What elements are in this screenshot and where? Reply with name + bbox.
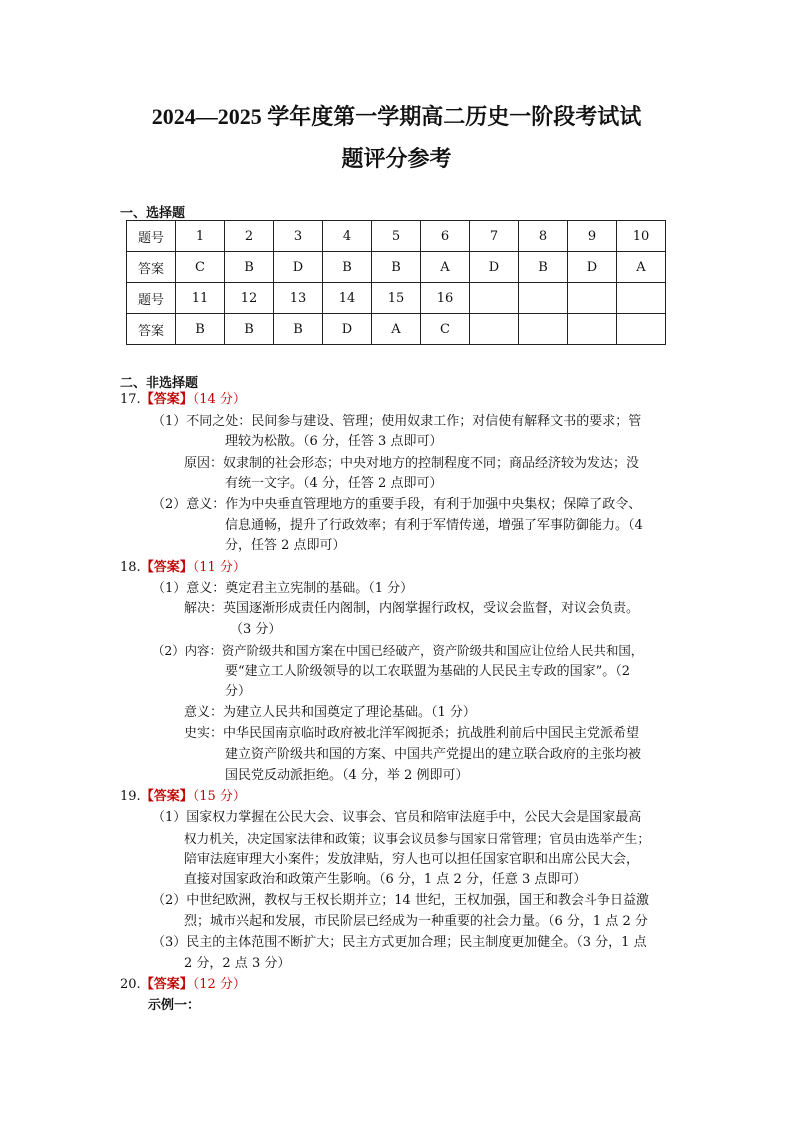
table-cell: [568, 314, 617, 345]
page-title-line2: 题评分参考: [341, 146, 452, 171]
answer-line: （3）民主的主体范围不断扩大；民主方式更加合理；民主制度更加健全。（3 分，1 点: [152, 935, 647, 950]
answer-line: 分）: [225, 684, 252, 699]
answer-line: 分，任答 2 点即可）: [225, 538, 346, 553]
question-number: 20.: [120, 977, 141, 992]
table-cell: 1: [176, 221, 225, 252]
table-row: [127, 221, 666, 252]
question-18-header: [120, 558, 246, 578]
table-cell: D: [470, 252, 519, 283]
answer-tag: 【答案】: [140, 560, 193, 575]
answer-line: （2）中世纪欧洲，教权与王权长期并立；14 世纪，王权加强，国王和教会斗争日益激: [152, 893, 649, 908]
table-cell: A: [372, 314, 421, 345]
score-label: （14 分）: [192, 392, 246, 407]
table-cell: [617, 283, 666, 314]
example-label: 示例一：: [148, 998, 201, 1013]
answer-line: 2 分，2 点 3 分）: [184, 956, 291, 971]
answer-line: 建立资产阶级共和国的方案、中国共产党提出的建立联合政府的主张均被: [225, 747, 642, 762]
answer-line: 理较为松散。（6 分，任答 3 点即可）: [225, 434, 443, 449]
answer-tag: 【答案】: [140, 789, 193, 804]
answer-line: （1）不同之处：民间参与建设、管理；使用奴隶工作；对信使有解释文书的要求；管: [152, 414, 642, 429]
answer-line: （2）内容：资产阶级共和国方案在中国已经破产，资产阶级共和国应让位给人民共和国，: [152, 643, 644, 658]
table-cell: 16: [421, 283, 470, 314]
answer-table: [126, 220, 666, 345]
table-cell: B: [323, 252, 372, 283]
answer-line: 有统一文字。（4 分，任答 2 点即可）: [225, 476, 443, 491]
table-row: [127, 314, 666, 345]
answer-line: 解决：英国逐渐形成责任内阁制，内阁掌握行政权，受议会监督，对议会负责。: [184, 601, 640, 616]
table-cell: 10: [617, 221, 666, 252]
question-19-header: [120, 787, 246, 807]
answer-line: （1）意义：奠定君主立宪制的基础。（1 分）: [152, 581, 414, 596]
row-header-cell: 题号: [127, 283, 176, 314]
row-header-cell: 答案: [127, 314, 176, 345]
answer-tag: 【答案】: [140, 392, 193, 407]
table-cell: A: [617, 252, 666, 283]
question-20-header: [120, 975, 246, 995]
table-row: [127, 283, 666, 314]
table-cell: [519, 283, 568, 314]
table-cell: 9: [568, 221, 617, 252]
table-cell: 2: [225, 221, 274, 252]
table-cell: B: [225, 252, 274, 283]
table-cell: 14: [323, 283, 372, 314]
score-label: （15 分）: [192, 789, 246, 804]
score-label: （12 分）: [192, 977, 246, 992]
table-cell: 6: [421, 221, 470, 252]
answer-line: 烈；城市兴起和发展，市民阶层已经成为一种重要的社会力量。（6 分，1 点 2 分: [184, 914, 648, 929]
table-cell: D: [568, 252, 617, 283]
answer-line: 直接对国家政治和政策产生影响。（6 分，1 点 2 分，任意 3 点即可）: [184, 872, 587, 887]
table-cell: [617, 314, 666, 345]
table-cell: B: [372, 252, 421, 283]
table-cell: [568, 283, 617, 314]
table-cell: 13: [274, 283, 323, 314]
question-17-header: [120, 390, 246, 410]
answer-line: （3 分）: [230, 622, 282, 637]
answer-line: 国民党反动派拒绝。（4 分，举 2 例即可）: [225, 768, 469, 783]
section-heading-nonchoice: 二、非选择题: [120, 376, 199, 391]
table-cell: B: [274, 314, 323, 345]
score-label: （11 分）: [192, 560, 246, 575]
table-cell: D: [323, 314, 372, 345]
table-cell: 11: [176, 283, 225, 314]
answer-line: 原因：奴隶制的社会形态；中央对地方的控制程度不同；商品经济较为发达；没: [184, 456, 640, 471]
table-cell: [470, 283, 519, 314]
table-cell: B: [519, 252, 568, 283]
answer-line: 要“建立工人阶级领导的以工农联盟为基础的人民民主专政的国家”。（2: [225, 664, 631, 679]
table-cell: 5: [372, 221, 421, 252]
table-cell: A: [421, 252, 470, 283]
table-row: [127, 252, 666, 283]
table-cell: 7: [470, 221, 519, 252]
section-heading-choice: 一、选择题: [120, 206, 186, 221]
table-cell: 15: [372, 283, 421, 314]
question-number: 17.: [120, 392, 141, 407]
table-cell: [519, 314, 568, 345]
table-cell: 12: [225, 283, 274, 314]
row-header-cell: 答案: [127, 252, 176, 283]
table-cell: [470, 314, 519, 345]
table-cell: 3: [274, 221, 323, 252]
table-cell: D: [274, 252, 323, 283]
answer-line: 陪审法庭审理大小案件；发放津贴，穷人也可以担任国家官职和出席公民大会，: [184, 852, 640, 867]
table-cell: C: [421, 314, 470, 345]
answer-line: 权力机关，决定国家法律和政策；议事会议员参与国家日常管理；官员由选举产生；: [184, 831, 650, 846]
table-cell: B: [225, 314, 274, 345]
table-cell: 8: [519, 221, 568, 252]
answer-line: （1）国家权力掌握在公民大会、议事会、官员和陪审法庭手中，公民大会是国家最高: [152, 810, 642, 825]
question-number: 18.: [120, 560, 141, 575]
row-header-cell: 题号: [127, 221, 176, 252]
answer-line: （2）意义：作为中央垂直管理地方的重要手段，有利于加强中央集权；保障了政令、: [152, 497, 642, 512]
answer-line: 史实：中华民国南京临时政府被北洋军阀扼杀；抗战胜利前后中国民主党派希望: [184, 726, 640, 741]
question-number: 19.: [120, 789, 141, 804]
answer-tag: 【答案】: [140, 977, 193, 992]
table-cell: C: [176, 252, 225, 283]
table-cell: 4: [323, 221, 372, 252]
page-title-line1: 2024—2025 学年度第一学期高二历史一阶段考试试: [151, 104, 642, 129]
table-cell: B: [176, 314, 225, 345]
answer-line: 信息通畅，提升了行政效率；有利于军情传递，增强了军事防御能力。（4: [225, 518, 643, 533]
answer-line: 意义：为建立人民共和国奠定了理论基础。（1 分）: [184, 705, 476, 720]
